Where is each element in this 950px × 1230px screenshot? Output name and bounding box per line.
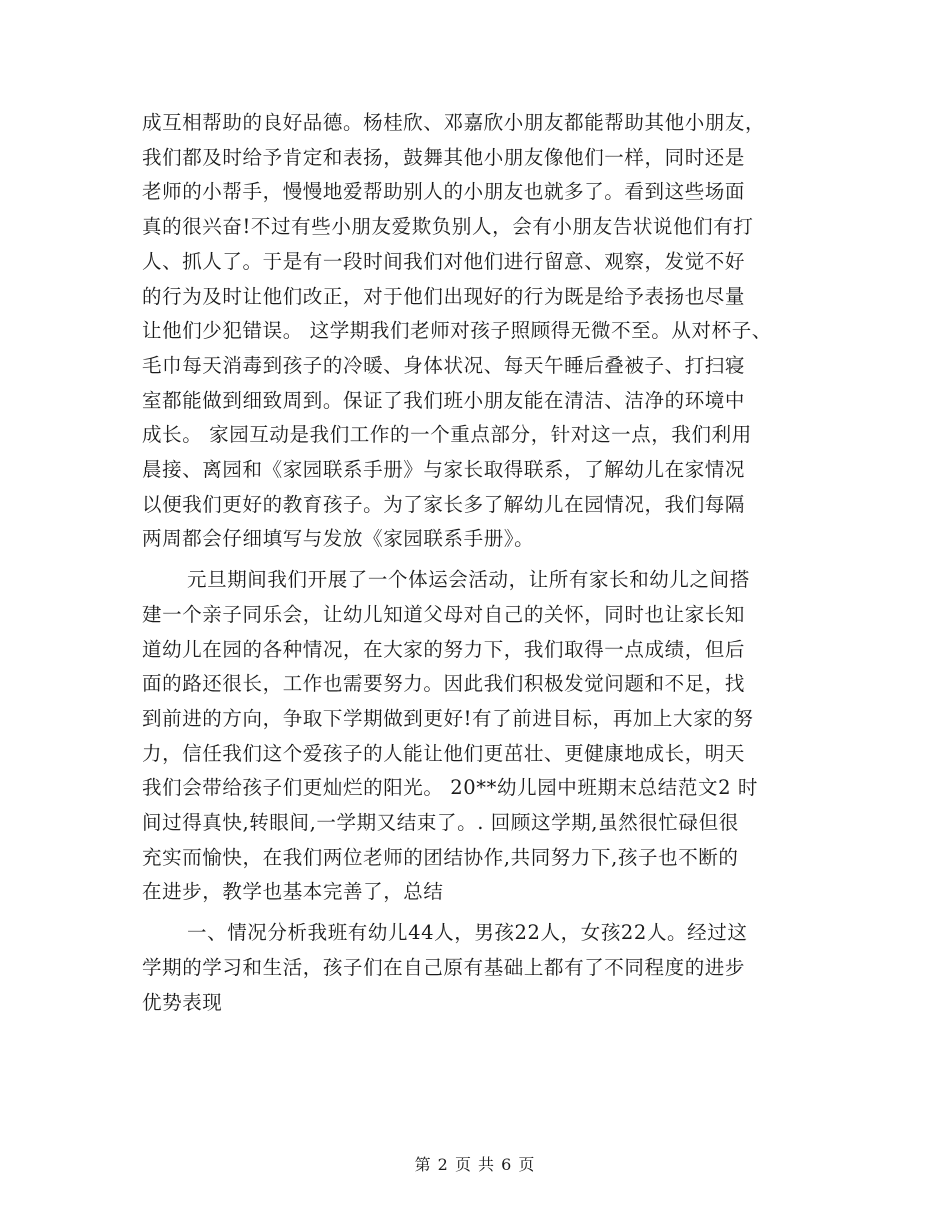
text-line: 晨接、离园和《家园联系手册》与家长取得联系，了解幼儿在家情况 (142, 458, 746, 482)
text-line: 的行为及时让他们改正，对于他们出现好的行为既是给予表扬也尽量 (142, 284, 746, 308)
text-line: 学期的学习和生活，孩子们在自己原有基础上都有了不同程度的进步 (142, 955, 746, 979)
document-body (142, 106, 822, 1020)
text-line: 道幼儿在园的各种情况，在大家的努力下，我们取得一点成绩，但后 (142, 637, 746, 661)
text-line: 真的很兴奋!不过有些小朋友爱欺负别人，会有小朋友告状说他们有打 (142, 215, 754, 239)
text-line: 优势表现 (142, 990, 223, 1014)
text-line: 毛巾每天消毒到孩子的冷暖、身体状况、每天午睡后叠被子、打扫寝 (142, 353, 746, 377)
page-footer: 第 2 页 共 6 页 (414, 1155, 536, 1174)
text-line: 成互相帮助的良好品德。杨桂欣、邓嘉欣小朋友都能帮助其他小朋友， (142, 111, 766, 134)
text-line: 建一个亲子同乐会，让幼儿知道父母对自己的关怀，同时也让家长知 (142, 602, 746, 626)
text-line: 元旦期间我们开展了一个体运会活动，让所有家长和幼儿之间搭 (187, 568, 750, 592)
text-line: 让他们少犯错误。 这学期我们老师对孩子照顾得无微不至。从对杯子、 (142, 319, 772, 343)
text-line: 充实而愉快，在我们两位老师的团结协作,共同努力下,孩子也不断的 (142, 845, 739, 869)
text-line: 人、抓人了。于是有一段时间我们对他们进行留意、观察，发觉不好 (142, 249, 746, 273)
text-line: 间过得真快,转眼间,一学期又结束了。. 回顾这学期,虽然很忙碌但很 (142, 811, 739, 835)
paragraph-1 (142, 106, 822, 557)
text-line: 成长。 家园互动是我们工作的一个重点部分，针对这一点，我们利用 (142, 423, 752, 447)
paragraph-2 (142, 563, 822, 910)
text-line: 面的路还很长，工作也需要努力。因此我们积极发觉问题和不足，找 (142, 672, 746, 696)
text-line: 以便我们更好的教育孩子。为了家长多了解幼儿在园情况，我们每隔 (142, 492, 746, 516)
text-line: 室都能做到细致周到。保证了我们班小朋友能在清洁、洁净的环境中 (142, 388, 746, 412)
text-line: 在进步，教学也基本完善了，总结 (142, 880, 444, 904)
text-line: 老师的小帮手，慢慢地爱帮助别人的小朋友也就多了。看到这些场面 (142, 180, 746, 204)
text-line: 一、情况分析我班有幼儿44人，男孩22人，女孩22人。经过这 (187, 921, 748, 945)
text-line: 我们会带给孩子们更灿烂的阳光。 20**幼儿园中班期末总结范文2 时 (142, 776, 759, 800)
text-line: 两周都会仔细填写与发放《家园联系手册》。 (142, 527, 535, 551)
paragraph-3 (142, 916, 822, 1020)
text-line: 力，信任我们这个爱孩子的人能让他们更茁壮、更健康地成长，明天 (142, 741, 746, 765)
text-line: 我们都及时给予肯定和表扬，鼓舞其他小朋友像他们一样，同时还是 (142, 145, 746, 169)
text-line: 到前进的方向，争取下学期做到更好!有了前进目标，再加上大家的努 (142, 706, 754, 730)
